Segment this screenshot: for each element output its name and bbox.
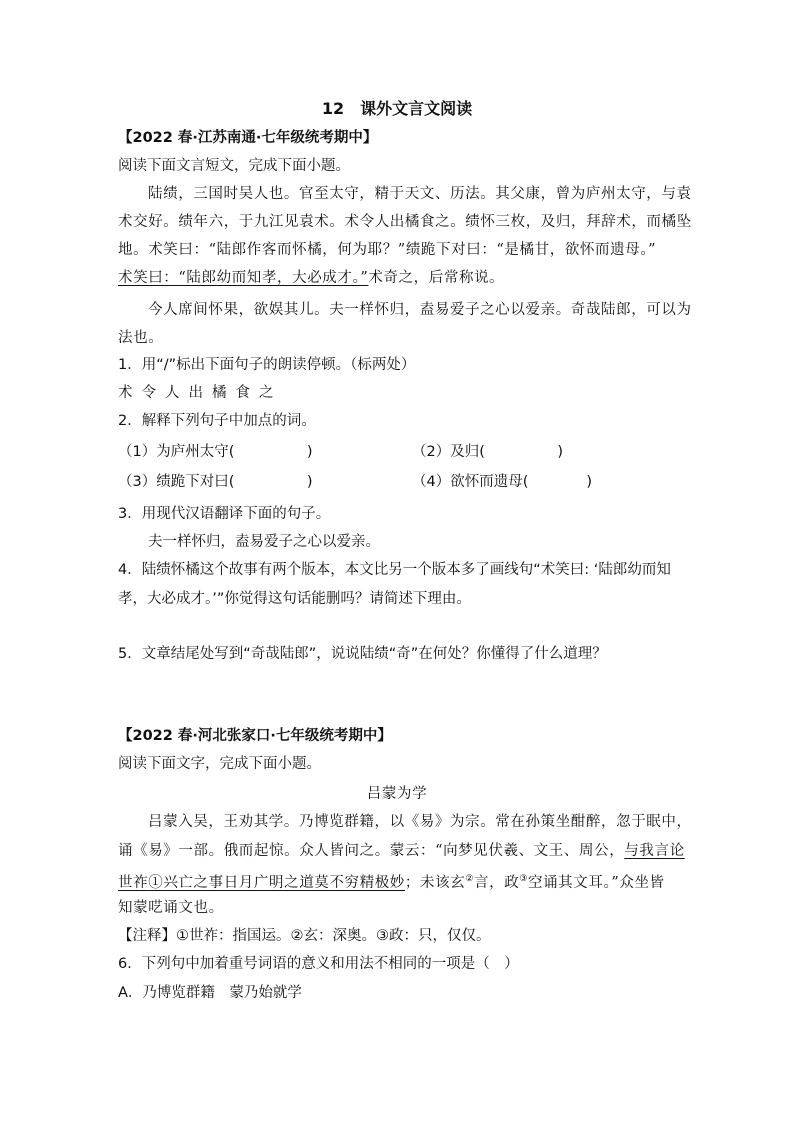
underlined-text: 世祚: [118, 874, 149, 891]
passage1-line: 术交好。绩年六，于九江见袁术。术令人出橘食之。绩怀三枚，及归，拜辞术，而橘坠: [118, 214, 692, 230]
passage1-line: 陆绩，三国时吴人也。官至太守，精于天文、历法。其父康，曾为庐州太守，与袁: [148, 186, 692, 202]
question-2-item: （4）欲怀而遗母( ): [412, 474, 593, 490]
question-1: 1．用“/”标出下面句子的朗读停顿。（标两处）: [118, 357, 416, 373]
underlined-text: 兴亡之事日月广明之道莫不穷精极妙: [163, 874, 405, 891]
passage2-text: ；未该玄: [404, 874, 466, 891]
question-3-sentence: 夫一样怀归，盍易爱子之心以爱亲。: [148, 534, 380, 550]
underlined-sentence: [118, 875, 405, 891]
passage2-line: 吕蒙入吴，王劝其学。乃博览群籍，以《易》为宗。常在孙策坐酣醉，忽于眠中，: [148, 814, 692, 830]
question-2-item: （2）及归( ): [412, 444, 564, 460]
question-1-sentence: 术令人出橘食之: [118, 385, 283, 401]
passage2-text: 言，政: [474, 874, 520, 891]
question-5: 5．文章结尾处写到“奇哉陆郎”，说说陆绩“奇”在何处？你懂得了什么道理？: [118, 646, 607, 662]
question-4: 4．陆绩怀橘这个故事有两个版本，本文比另一个版本多了画线句“术笑曰: ‘陆郎幼而知: [118, 562, 671, 578]
section2-instruction: 阅读下面文字，完成下面小题。: [118, 756, 321, 772]
passage2-line: [118, 869, 665, 893]
section2-source: 【2022 春·河北张家口·七年级统考期中】: [118, 728, 392, 744]
underlined-sentence: 术笑曰：“陆郎幼而知孝，大必成才。”: [118, 270, 369, 286]
passage2-line: 知蒙呓诵文也。: [118, 900, 224, 916]
section1-source: 【2022 春·江苏南通·七年级统考期中】: [118, 130, 378, 146]
passage2-text: 诵《易》一部。俄而起惊。众人皆问之。蒙云：“向梦见伏羲、文王、周公，: [118, 843, 625, 859]
question-2-item: （3）绩跪下对曰( ): [118, 474, 313, 490]
question-6: 6．下列句中加着重号词语的意义和用法不相同的一项是（ ）: [118, 956, 519, 972]
passage1-line: [118, 268, 504, 288]
passage2-title: 吕蒙为学: [366, 786, 428, 802]
note-marker: ③: [519, 874, 528, 884]
note-marker: ②: [465, 874, 474, 884]
question-2-item: （1）为庐州太守( ): [118, 444, 313, 460]
question-3: 3．用现代汉语翻译下面的句子。: [118, 506, 331, 522]
page-title: 12 课外文言文阅读: [321, 99, 473, 118]
annotation: 【注释】①世祚：指国运。②玄：深奥。③政：只，仅仅。: [118, 928, 491, 944]
passage1-line: 法也。: [118, 330, 164, 346]
passage1-line: 地。术笑曰：“陆郎作客而怀橘，何为耶？”绩跪下对曰：“是橘甘，欲怀而遗母。”: [118, 242, 657, 258]
note-marker: ①: [148, 874, 164, 891]
passage2-line: [118, 841, 685, 861]
question-2: 2．解释下列句子中加点的词。: [118, 413, 316, 429]
passage1-text: 术奇之，后常称说。: [368, 270, 505, 286]
passage1-line: 今人席间怀果，欲娱其儿。夫一样怀归，盍易爱子之心以爱亲。奇哉陆郎，可以为: [148, 302, 692, 318]
passage2-text: 空诵其文耳。”众坐皆: [527, 874, 665, 891]
section1-instruction: 阅读下面文言短文，完成下面小题。: [118, 158, 350, 174]
question-6-option-a: A．乃博览群籍 蒙乃始就学: [118, 985, 302, 1001]
underlined-sentence: 与我言论: [624, 843, 685, 859]
question-4: 孝，大必成才。’”你觉得这句话能删吗？请简述下理由。: [118, 591, 471, 607]
